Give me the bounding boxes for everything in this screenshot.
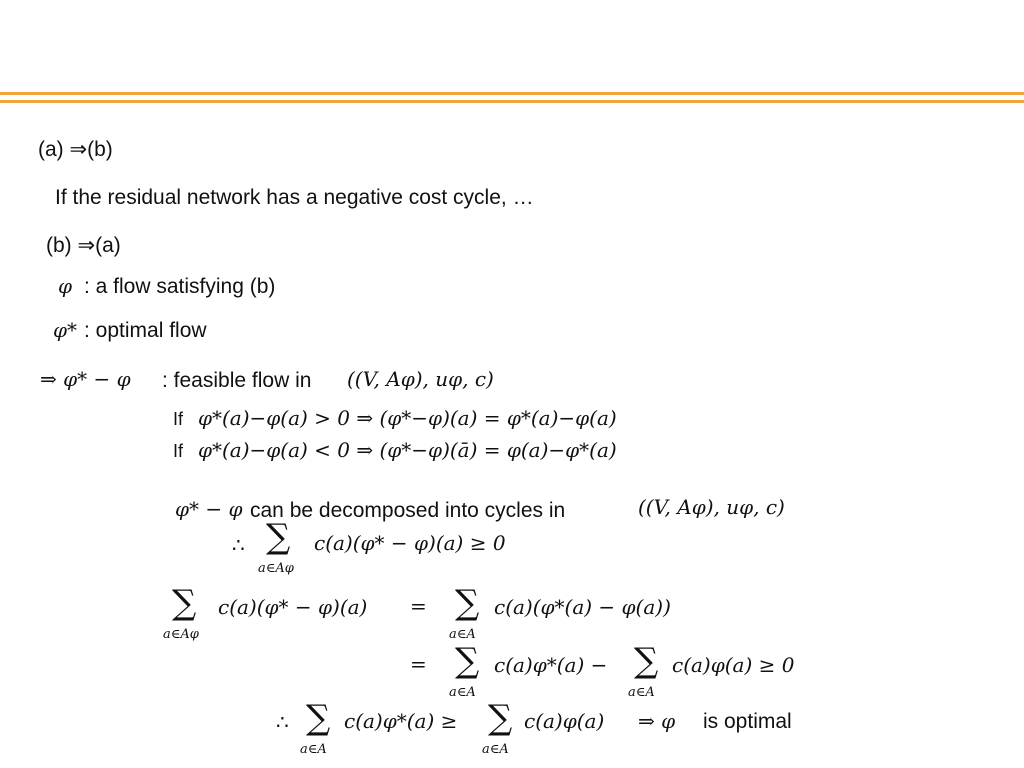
if-label-1: If: [173, 409, 184, 429]
equation-lhs: c(a)(φ* − φ)(a): [218, 595, 368, 619]
sum-symbol-5: ∑: [634, 641, 659, 681]
therefore-symbol-2: ∴: [276, 710, 289, 734]
if-label-2: If: [173, 441, 184, 461]
phi-definition: : a flow satisfying (b): [84, 275, 276, 298]
if-formula-2: φ*(a)−φ(a) < 0 ⇒ (φ*−φ)(ā) = φ(a)−φ*(a): [198, 438, 617, 462]
sum-symbol-3: ∑: [455, 583, 480, 623]
sum-subscript-2: a∈Aφ: [163, 627, 199, 642]
sum-subscript-3: a∈A: [449, 627, 476, 642]
final-inequality-b: c(a)φ(a): [524, 709, 605, 733]
phi-symbol: φ: [58, 274, 73, 298]
implies-difference: ⇒ φ* − φ: [40, 367, 131, 391]
decomposition-text: can be decomposed into cycles in: [250, 499, 566, 522]
equals-sign-1: =: [410, 594, 427, 618]
line-a-implies-b: (a) ⇒(b): [38, 138, 113, 161]
sum-subscript-7: a∈A: [482, 742, 509, 757]
sum-subscript-1: a∈Aφ: [258, 561, 294, 576]
is-optimal-text: is optimal: [703, 710, 792, 733]
equation-rhs-1: c(a)(φ*(a) − φ(a)): [494, 595, 671, 619]
header-rule-bottom: [0, 100, 1024, 103]
sum-symbol-1: ∑: [266, 517, 291, 557]
header-rule-top: [0, 92, 1024, 95]
equals-sign-2: =: [410, 652, 427, 676]
line-b-implies-a: (b) ⇒(a): [46, 234, 121, 257]
if-formula-1: φ*(a)−φ(a) > 0 ⇒ (φ*−φ)(a) = φ*(a)−φ(a): [198, 406, 617, 430]
line-negative-cycle: If the residual network has a negative cost cycle, …: [55, 186, 534, 209]
sum-symbol-7: ∑: [488, 698, 513, 738]
feasible-flow-text: : feasible flow in: [162, 369, 312, 392]
residual-network-1: ((V, Aφ), uφ, c): [347, 367, 494, 391]
residual-network-2: ((V, Aφ), uφ, c): [638, 495, 785, 519]
therefore-symbol-1: ∴: [232, 533, 245, 557]
phi-star-definition: : optimal flow: [84, 319, 207, 342]
sum-subscript-5: a∈A: [628, 685, 655, 700]
therefore-inequality-1: c(a)(φ* − φ)(a) ≥ 0: [314, 531, 506, 555]
sum-subscript-6: a∈A: [300, 742, 327, 757]
decomposition-symbol: φ* − φ: [175, 497, 243, 521]
final-inequality-a: c(a)φ*(a) ≥: [344, 709, 458, 733]
sum-symbol-4: ∑: [455, 641, 480, 681]
sum-symbol-6: ∑: [306, 698, 331, 738]
equation-rhs-2b: c(a)φ(a) ≥ 0: [672, 653, 795, 677]
equation-rhs-2a: c(a)φ*(a) −: [494, 653, 608, 677]
phi-star-symbol: φ*: [53, 318, 78, 342]
sum-subscript-4: a∈A: [449, 685, 476, 700]
sum-symbol-2: ∑: [172, 583, 197, 623]
final-implies: ⇒ φ: [638, 709, 676, 733]
